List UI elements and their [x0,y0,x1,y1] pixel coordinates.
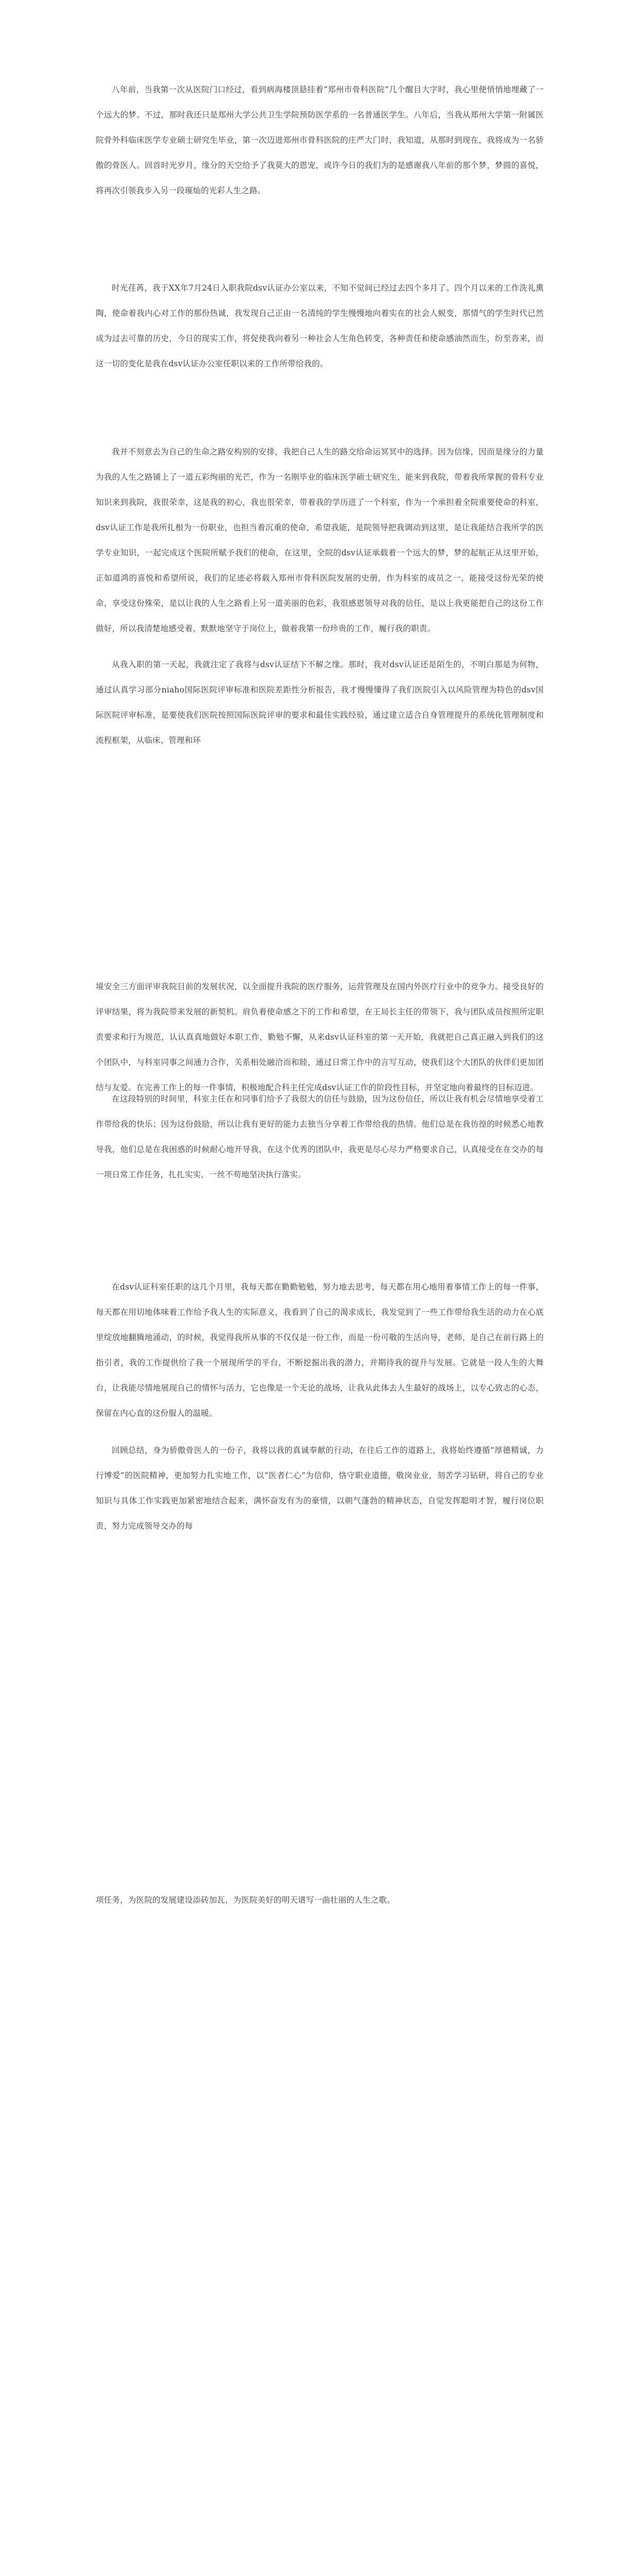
paragraph-6: 在dsv认证科室任职的这几个月里，我每天都在勤勤勉勉，努力地去思考，每天都在用心地用着事情工作上的每一件事，每天都在用切地体味着工作给予我人生的实际意义，我看到了自己的渴求成长，我发觉到了一些工作带给我生活的动力在心底里绽放地翻腾地涌动，的时候，我觉得我所从事的不仅仅是一份工作，而是一份可敬的生活向导，老师，是自己在前行路上的指引者，我的工作提供给了我一个展现所学的平台，不断挖掘出我的潜力，并期待我的提升与发展。它就是一段人生的大舞台，让我能尽情地展现自己的情怀与活力，它也像是一个无论的战场，让我从此体去人生最好的战场上，以专心致志的心态，保留在内心直的这份服人的温暖。 [96,1282,544,1418]
paragraph-4: 从我入职的第一天起，我就注定了我将与dsv认证结下不解之缘。那时，我对dsv认证还是陌生的，不明白那是为何物，通过认真学习部分niaho国际医院评审标准和医院差距性分析报告，我才慢慢懂得了我们医院引入以风险管理为特色的dsv国际医院评审标准，是要使我们医院按照国际医院评审的要求和最佳实践经验，通过建立适合自身管理提升的系统化管理制度和流程框架，从临床、管理和环 [96,660,544,745]
paragraph-5: 在这段特别的时间里，科室主任在和同事们给予了我很大的信任与鼓励，因为这份信任，所以让我有机会尽情地享受着工作带给我的快乐；因为这份鼓励，所以让我有更好的能力去独当分享着工作带给我的热情。他们总是在我彷徨的时候悉心地教导我，他们总是在我困惑的时候耐心地开导我，在这个优秀的团队中，我更是尽心尽力严格要求自己，认真接受在在交办的每一项日常工作任务，扎扎实实，一丝不苟地坚决执行落实。 [96,1094,544,1179]
paragraph-3: 我并不刻意去为自己的生命之路安构别的安排，我把自己人生的路交给命运冥冥中的选择。因为信缘，因而是缘分的力量为我的人生之路铺上了一道五彩绚丽的光芒，作为一名刚毕业的临床医学硕士研究生，能来到我院，带着我所掌握的骨科专业知识来到我院，我很荣幸，这是我的初心，我也很荣幸，带着我的学历进了一个科室，作为一个承担着全院重要使命的科室，dsv认证工作是我所扎根为一份职业，也担当着沉重的使命，希望我能，是院领导把我调动到这里，是让我能结合我所学的医学专业知识，一起完成这个医院所赋予我们的使命，在这里，全院的dsv认证承载着一个远大的梦，梦的起航正从这里开始，正如道鸿的喜悦和希望所说，我们的足迹必将载入郑州市骨科医院发展的史册，作为科室的成员之一，能接受这份光荣的使命，享受这份殊荣，是以让我的人生之路看上另一道美丽的色彩，我很感恩领导对我的信任，是以上我更能把自己的这份工作做好，所以我清楚地感受着，默默地坚守于岗位上，做着我第一份珍贵的工作，履行我的职责。 [96,447,544,633]
paragraph-1: 八年前，当我第一次从医院门口经过，看到病海楼顶悬挂着“郑州市骨科医院”几个醒目大字时，我心里便悄悄地埋藏了一个远大的梦。不过，那时我还只是郑州大学公共卫生学院预防医学系的一名普通医学生。八年后，当我从郑州大学第一附属医院骨外科临床医学专业硕士研究生毕业，第一次迈进郑州市骨科医院的庄严大门时，我知道，从那时到现在，我将成为一名骄傲的骨医人。回首时光岁月，缘分的天空给予了我莫大的恩宠，或许今日的我们为的是感谢我八年前的那个梦，梦圆的喜悦，将再次引领我步入另一段璀灿的光彩人生之路。 [96,85,544,195]
paragraph-7: 回顾总结，身为骄傲骨医人的一份子，我将以我的真诚奉献的行动，在往后工作的道路上，我将始终遵循“厚德精诚，力行博爱”的医院精神，更加努力扎实地工作，以“医者仁心”为信仰，恪守职业道德，敬岗业业，刻苦学习钻研，将自己的专业知识与具体工作实践更加紧密地结合起来，满怀奋发有为的豪情，以朝气蓬勃的精神状态，自觉发挥聪明才智，履行岗位职责，努力完成领导交办的每 [96,1446,544,1531]
paragraph-4-continued: 境安全三方面评审我院目前的发展状况，以全面提升我院的医疗服务，运营管理及在国内外医疗行业中的竞争力。接受良好的评审结果，将为我院带来发展的新契机。肩负着使命感之下的工作和希望，在王局长主任的带领下，我与团队成员按照所定职责要求和行为规范，认认真真地做好本职工作，勤勉不懈，从来dsv认证科室的第一天开始，我就把自己真正融入到我们的这个团队中，与科室同事之间通力合作，关系相处融洽而和睦，通过日常工作中的言写互动，使我们这个大团队的伙伴们更加团结与友爱。在完善工作上的每一件事情，积极地配合科主任完成dsv认证工作的阶段性目标，并坚定地向着最终的目标迈进。 [96,982,544,1092]
paragraph-7-continued: 项任务，为医院的发展建设添砖加瓦，为医院美好的明天谱写一曲壮丽的人生之歌。 [96,1895,395,1905]
paragraph-2: 时光荏苒，我于XX年7月24日入职我院dsv认证办公室以来，不知不觉间已经过去四个多月了。四个月以来的工作洗礼熏陶，使命着我内心对工作的那份热诚，我发现自己正由一名清纯的学生慢慢地向着实在的社会人蜕变，那情气的学生时代已然成为过去可靠的历史，今日的现实工作，将促使我向着另一种社会人生角色转变，各种责任和使命感油然而生，纷至沓来，而这一切的变化是我在dsv认证办公室任职以来的工作所带给我的。 [96,283,544,368]
